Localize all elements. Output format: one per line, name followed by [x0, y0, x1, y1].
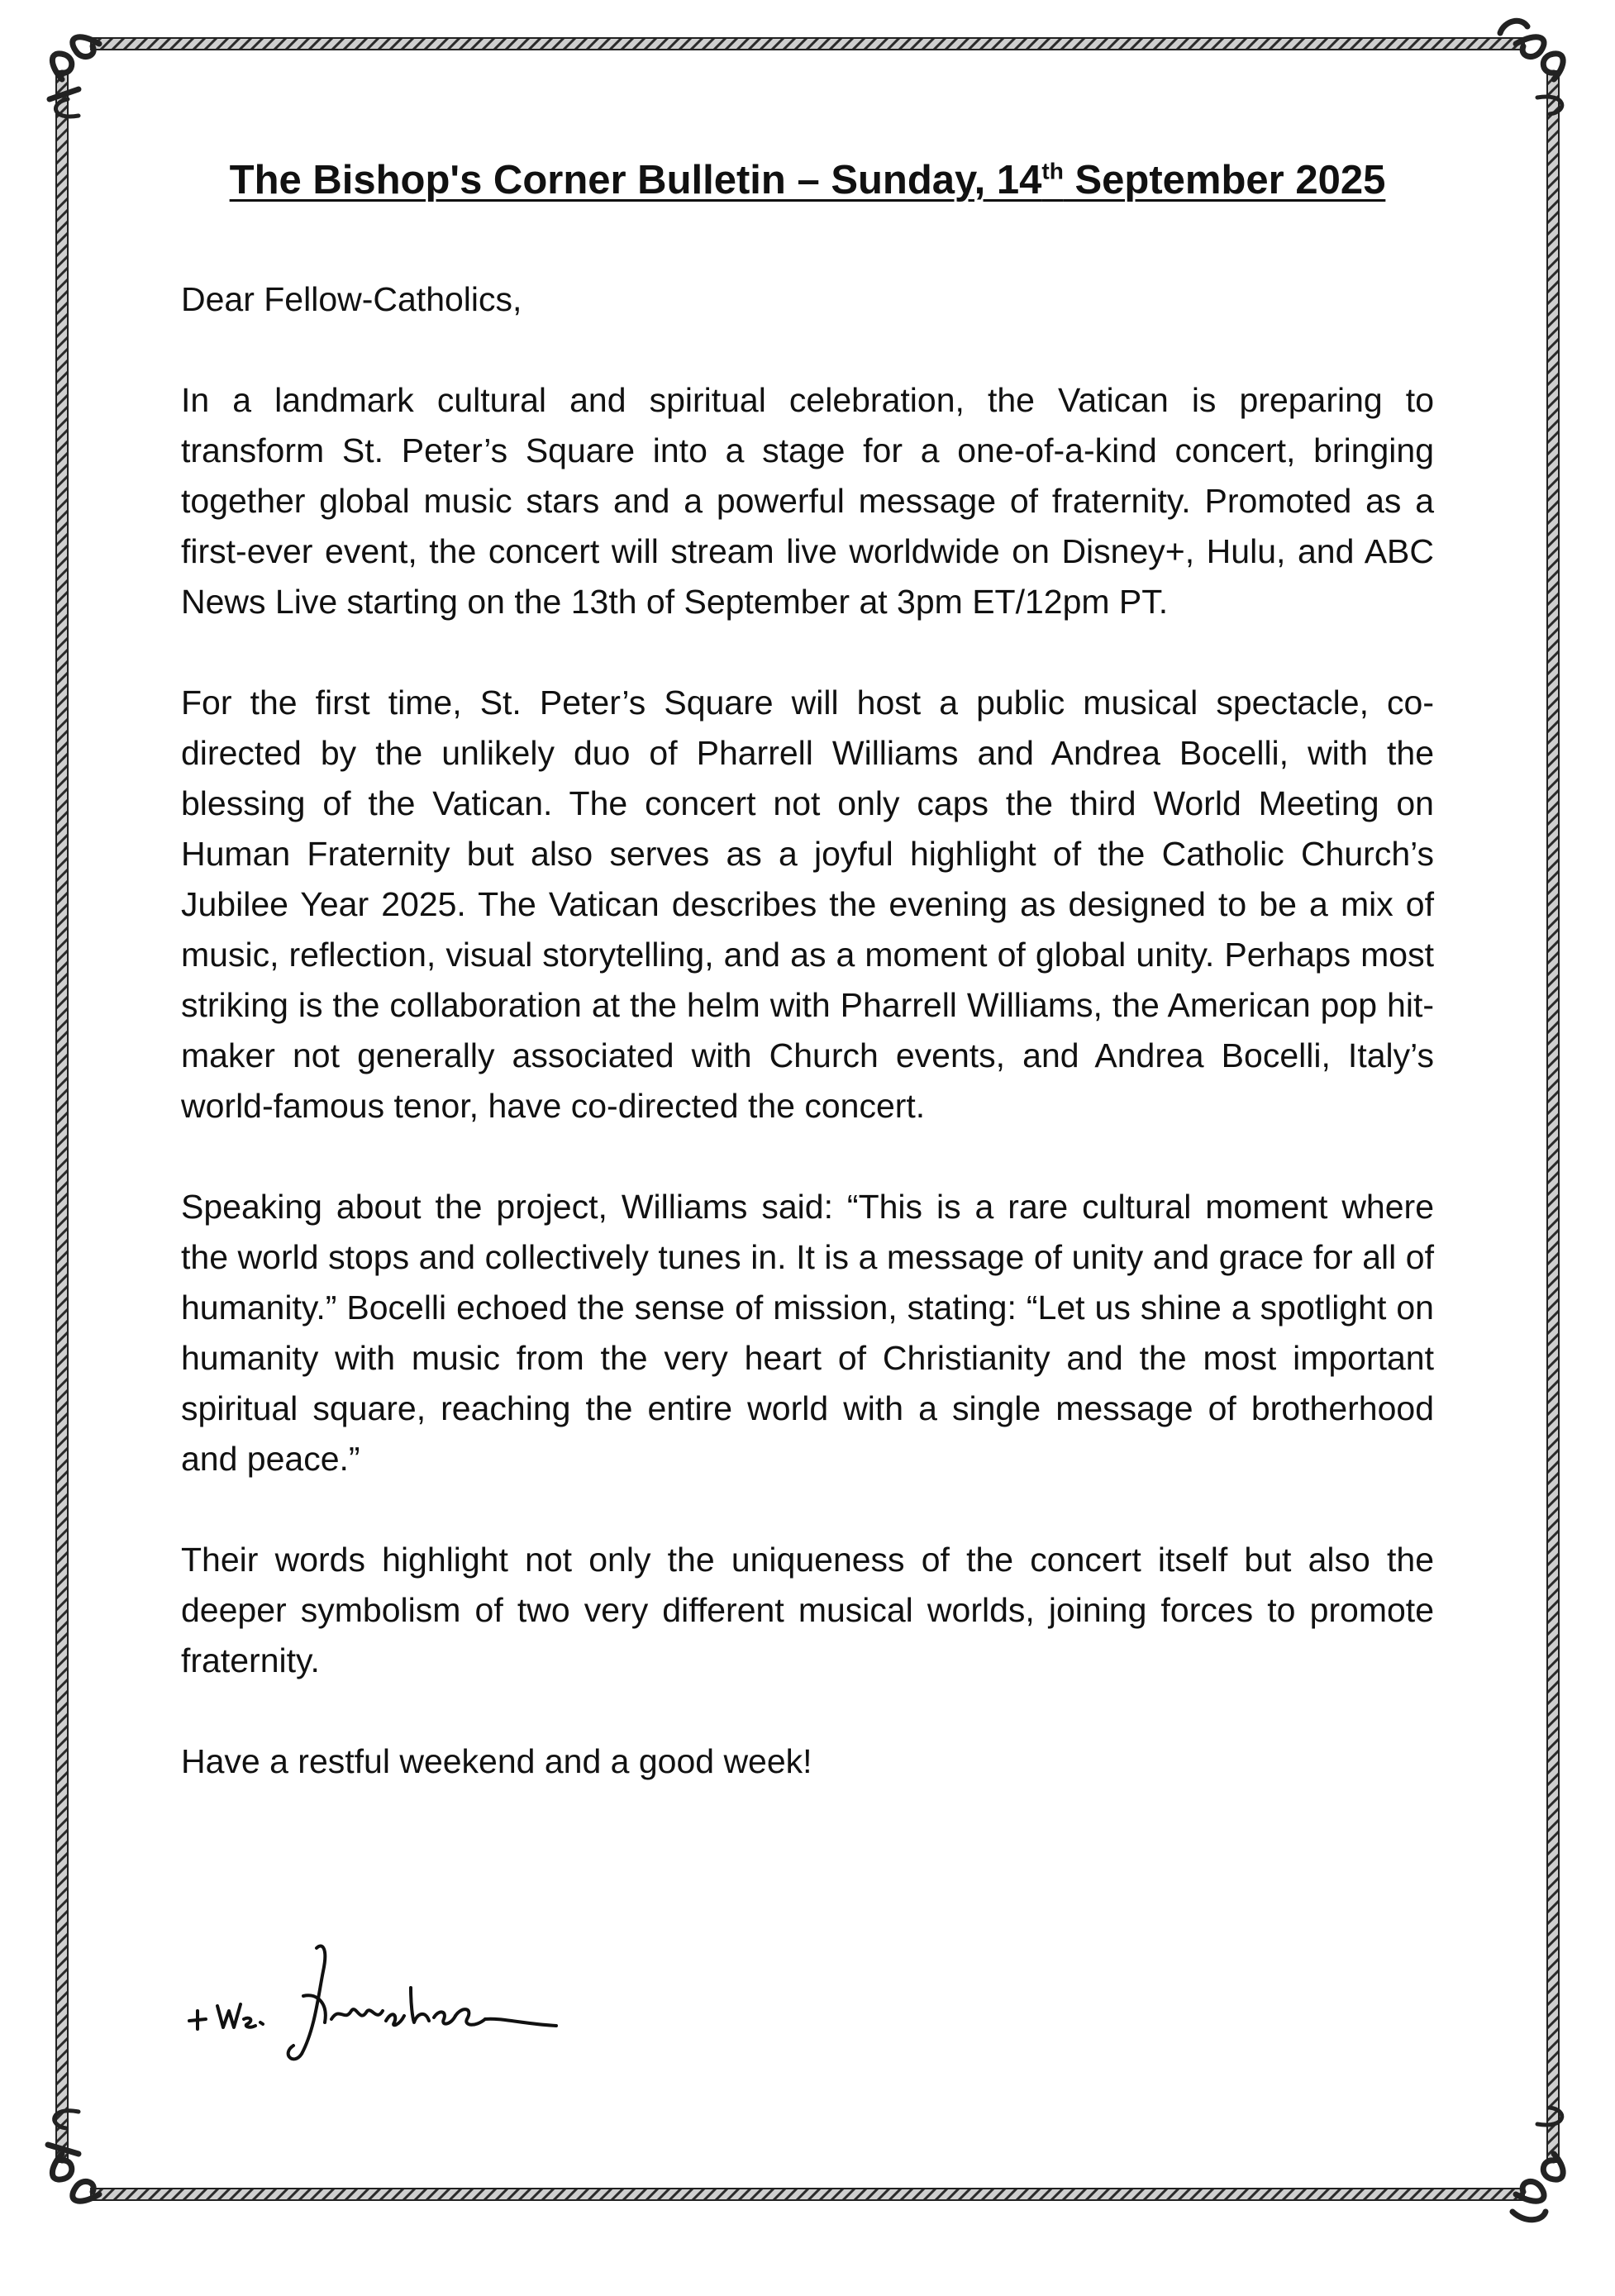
bulletin-title — [181, 157, 1434, 203]
title-ordinal-suffix: th — [1041, 158, 1064, 184]
paragraph-3: Speaking about the project, Williams said: “This is a rare cultural moment where the world stops and collectively tunes in. It is a message of unity and grace for all of humanity.” Bocelli echoed the sense of mission, stating: “Let us shine a spotlight on humanity with music from the very heart of Christianity and the most important spiritual square, reaching the entire world with a single message of brotherhood and peace.” — [181, 1188, 1434, 1479]
handwritten-signature — [178, 1930, 574, 2070]
paragraph-2: For the first time, St. Peter’s Square will host a public musical spectacle, co-directed by the unlikely duo of Pharrell Williams and Andrea Bocelli, with the blessing of the Vatican. The concert not only caps the third World Meeting on Human Fraternity but also serves as a joyful highlight of the Catholic Church’s Jubilee Year 2025. The Vatican describes the evening as designed to be a mix of music, reflection, visual storytelling, and as a moment of global unity. Perhaps most striking is the collaboration at the helm with Pharrell Williams, the American pop hit-maker not generally associated with Church events, and Andrea Bocelli, Italy’s world-famous tenor, have co-directed the concert. — [181, 684, 1434, 1126]
salutation: Dear Fellow-Catholics, — [181, 280, 522, 319]
title-main: The Bishop's Corner Bulletin – Sunday, 14 — [229, 158, 1042, 202]
title-end: September 2025 — [1063, 158, 1386, 202]
bulletin-letter — [181, 157, 1434, 1787]
closing-line: Have a restful weekend and a good week! — [181, 1742, 812, 1781]
paragraph-1: In a landmark cultural and spiritual celebration, the Vatican is preparing to transform St. Peter’s Square into a stage for a one-of-a-kind concert, bringing together global music stars and a powerful message of fraternity. Promoted as a first-ever event, the concert will stream live worldwide on Disney+, Hulu, and ABC News Live starting on the 13th of September at 3pm ET/12pm PT. — [181, 381, 1434, 622]
paragraph-4: Their words highlight not only the uniqueness of the concert itself but also the deeper symbolism of two very different musical worlds, joining forces to promote fraternity. — [181, 1541, 1434, 1680]
